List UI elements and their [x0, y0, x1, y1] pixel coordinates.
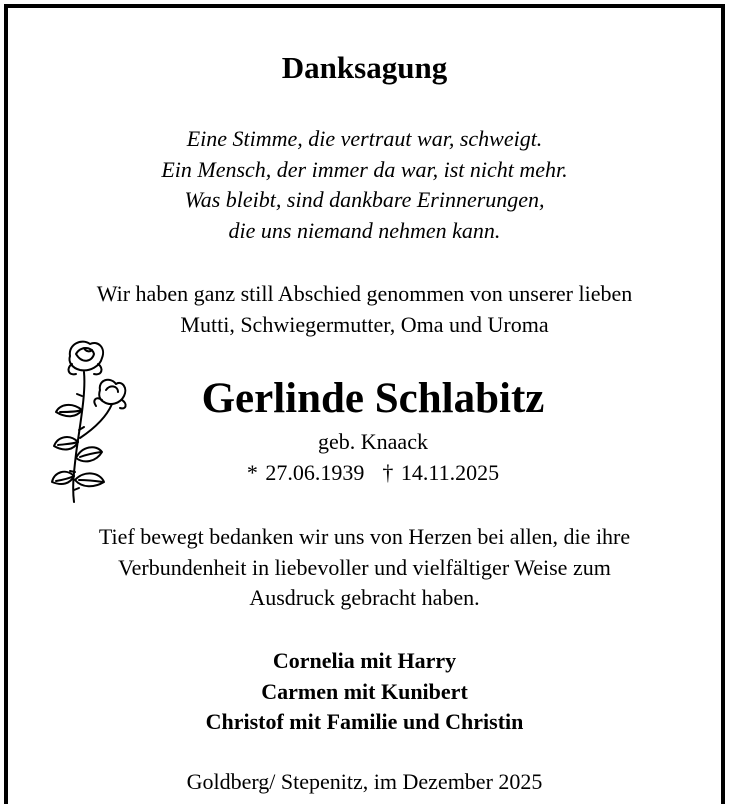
- intro-line: Mutti, Schwiegermutter, Oma und Uroma: [180, 312, 549, 337]
- life-dates: [158, 459, 588, 487]
- intro-text: [8, 278, 721, 340]
- family-member: Christof mit Familie und Christin: [205, 709, 524, 734]
- thanks-line: Ausdruck gebracht haben.: [249, 585, 480, 610]
- birth-name: geb. Knaack: [318, 429, 428, 454]
- page-title: Danksagung: [281, 50, 448, 85]
- thanks-line: Tief bewegt bedanken wir uns von Herzen bei allen, die ihre: [98, 524, 631, 549]
- family-signatures: [8, 646, 721, 738]
- thanks-text: [8, 522, 721, 614]
- poem-line: Eine Stimme, die vertraut war, schweigt.: [186, 126, 543, 151]
- intro-line: Wir haben ganz still Abschied genommen von unserer lieben: [96, 281, 633, 306]
- poem: [8, 124, 721, 246]
- place-date: Goldberg/ Stepenitz, im Dezember 2025: [186, 769, 543, 794]
- birth-date: * 27.06.1939: [246, 460, 365, 485]
- poem-line: die uns niemand nehmen kann.: [228, 217, 501, 243]
- family-member: Cornelia mit Harry: [272, 648, 457, 673]
- poem-line: Ein Mensch, der immer da war, ist nicht mehr.: [161, 156, 568, 182]
- poem-line: Was bleibt, sind dankbare Erinnerungen,: [184, 187, 545, 212]
- deceased-name: Gerlinde Schlabitz: [201, 375, 545, 422]
- thanks-line: Verbundenheit in liebevoller und vielfältiger Weise zum: [118, 554, 611, 580]
- death-date: † 14.11.2025: [382, 460, 500, 485]
- family-member: Carmen mit Kunibert: [261, 678, 468, 704]
- obituary-frame: [4, 4, 725, 804]
- rose-icon: [46, 334, 136, 506]
- obituary-content: [8, 8, 721, 804]
